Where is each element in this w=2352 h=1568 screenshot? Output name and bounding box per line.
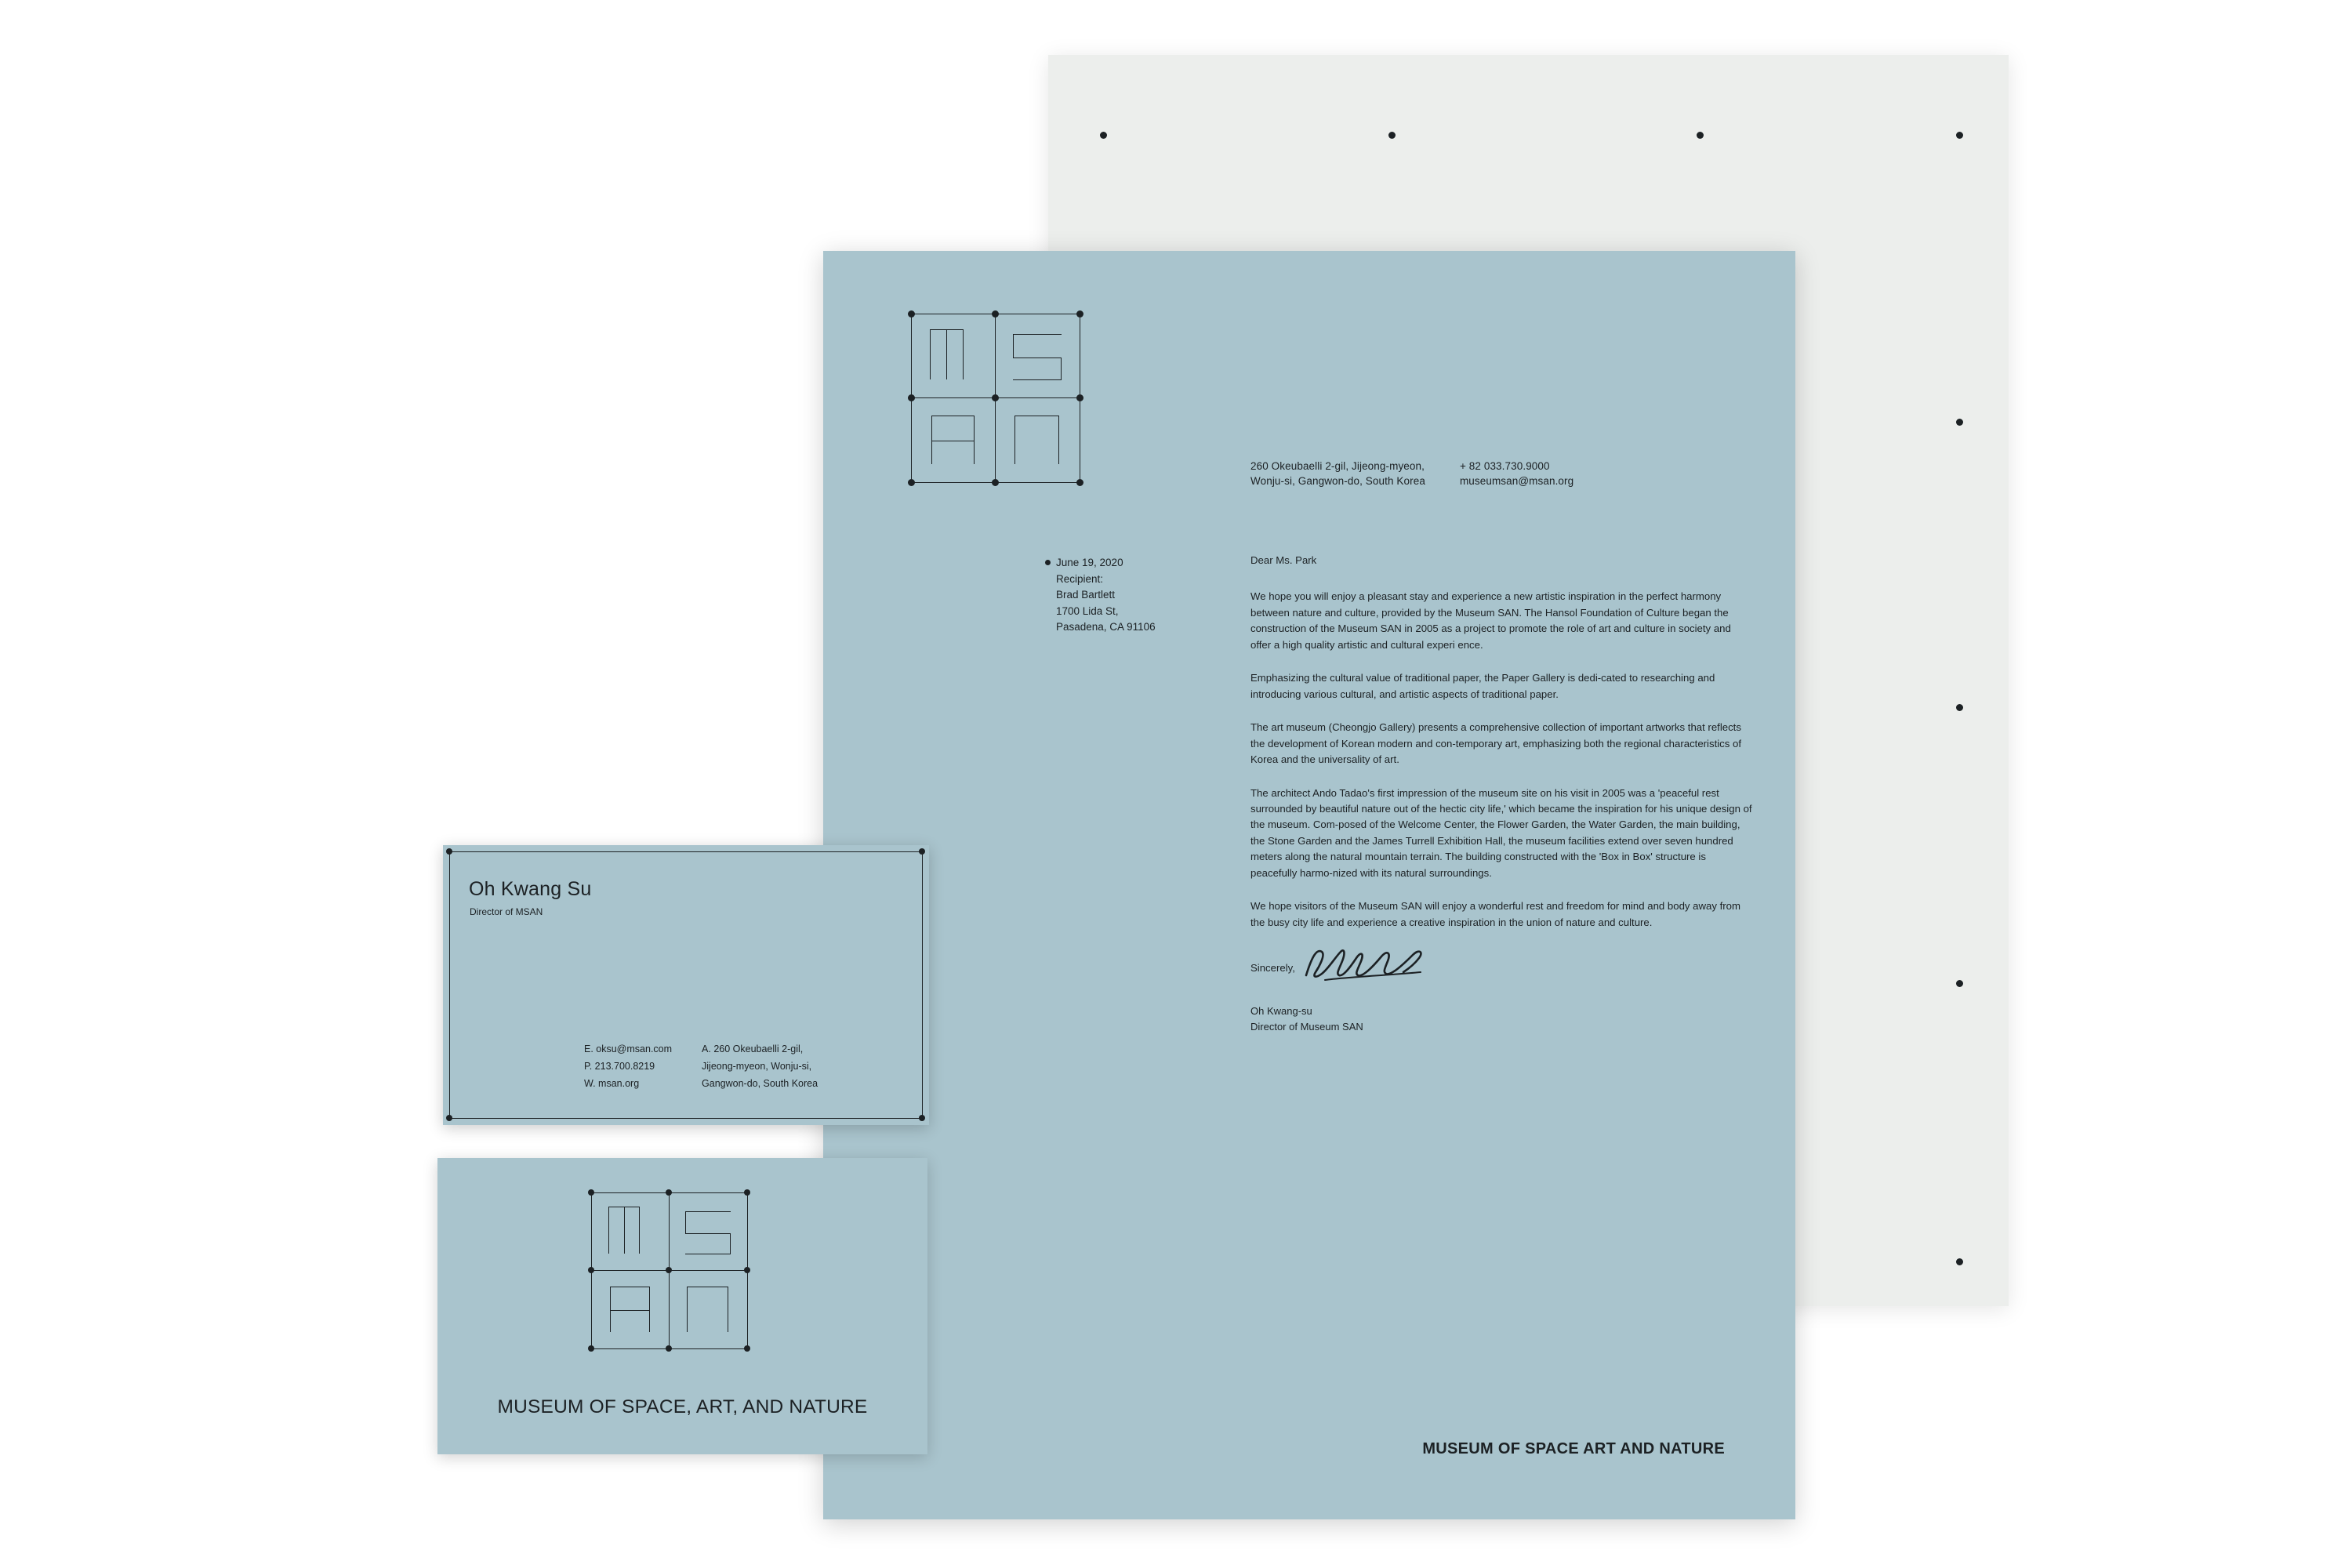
card-corner-dot bbox=[446, 1115, 452, 1121]
letter-salutation: Dear Ms. Park bbox=[1250, 554, 1317, 566]
card-border-right bbox=[922, 851, 923, 1119]
card-phone: P. 213.700.8219 bbox=[584, 1060, 655, 1072]
sheet-dot bbox=[1956, 1258, 1963, 1265]
address-line-1: 260 Okeubaelli 2-gil, Jijeong-myeon, bbox=[1250, 460, 1425, 472]
letter-paragraph-5: We hope visitors of the Museum SAN will enjoy a wonderful rest and freedom for mind and body away from the busy city life and experience a creative inspiration in the union of nature and culture. bbox=[1250, 900, 1740, 928]
signature-icon bbox=[1301, 941, 1443, 988]
card-border-bottom bbox=[449, 1118, 923, 1119]
sheet-dot bbox=[1388, 132, 1396, 139]
letter-paragraph-2: Emphasizing the cultural value of traditional paper, the Paper Gallery is dedi-cated to researching and introducing various cultural, and artistic aspects of traditional paper. bbox=[1250, 672, 1715, 700]
letter-footer-brand: MUSEUM OF SPACE ART AND NATURE bbox=[1422, 1440, 1725, 1457]
card-holder-role: Director of MSAN bbox=[470, 906, 543, 917]
card-corner-dot bbox=[919, 1115, 925, 1121]
sheet-dot bbox=[1956, 419, 1963, 426]
card-address-line-2: Jijeong-myeon, Wonju-si, bbox=[702, 1060, 812, 1072]
business-card bbox=[443, 845, 929, 1125]
letter-paragraph-4: The architect Ando Tadao's first impression of the museum site on his visit in 2005 was a 'peaceful rest surrounded by beautiful nature out of the hectic city life,' which became the inspiration for his unique design of the museum. Com-posed of the Welcome Center, the Flower Garden, the Water Garden, the main building, the Stone Garden and the James Turrell Exhibition Hall, the museum facilities extend over seven hundred meters along the natural mountain terrain. The building constructed with the 'Box in Box' structure is peacefully harmo-nized with its natural surroundings. bbox=[1250, 786, 1752, 879]
email-address: museumsan@msan.org bbox=[1459, 475, 1574, 488]
phone-number: + 82 033.730.9000 bbox=[1459, 460, 1550, 472]
card-corner-dot bbox=[446, 848, 452, 855]
card-contact-left bbox=[584, 1041, 672, 1093]
letter-paragraph-3: The art museum (Cheongjo Gallery) presents a comprehensive collection of important artworks that reflects the development of Korean modern and con-temporary art, emphasizing both the regional characteristics of Korea and the universality of art. bbox=[1250, 721, 1742, 766]
msan-logo-icon bbox=[591, 1192, 748, 1349]
msan-logo-icon bbox=[911, 314, 1080, 483]
letterhead-document bbox=[823, 251, 1795, 1519]
brand-card-title: MUSEUM OF SPACE, ART, AND NATURE bbox=[497, 1396, 868, 1417]
address-line-2: Wonju-si, Gangwon-do, South Korea bbox=[1250, 475, 1425, 488]
card-address-line-1: A. 260 Okeubaelli 2-gil, bbox=[702, 1044, 804, 1054]
letter-signoff: Sincerely, bbox=[1250, 962, 1295, 975]
card-contact-block bbox=[584, 1041, 818, 1093]
recipient-label: Recipient: bbox=[1056, 572, 1104, 585]
letter-paragraph-1: We hope you will enjoy a pleasant stay and experience a new artistic inspiration in the perfect harmony between nature and culture, provided by the Museum SAN. The Hansol Foundation of Culture began the construction of the Museum SAN in 2005 as a project to promote the role of art and culture in society and offer a high quality artistic and cultural experi ence. bbox=[1250, 590, 1731, 651]
letter-body bbox=[1250, 553, 1752, 977]
letter-contact-block bbox=[1250, 459, 1573, 488]
recipient-street: 1700 Lida St, bbox=[1056, 604, 1119, 617]
card-border-top bbox=[449, 851, 923, 852]
sheet-dot bbox=[1956, 980, 1963, 987]
letter-contact-channels bbox=[1460, 459, 1573, 488]
sheet-dot bbox=[1956, 704, 1963, 711]
letter-contact-address bbox=[1250, 459, 1425, 488]
recipient-city: Pasadena, CA 91106 bbox=[1056, 621, 1156, 633]
letter-signer-block bbox=[1250, 1004, 1363, 1034]
sheet-dot bbox=[1697, 132, 1704, 139]
signer-title: Director of Museum SAN bbox=[1250, 1020, 1363, 1033]
sheet-dot bbox=[1100, 132, 1107, 139]
sheet-dot bbox=[1956, 132, 1963, 139]
card-address-line-3: Gangwon-do, South Korea bbox=[702, 1077, 818, 1089]
card-website: W. msan.org bbox=[584, 1077, 640, 1089]
card-email: E. oksu@msan.com bbox=[584, 1044, 673, 1054]
card-corner-dot bbox=[919, 848, 925, 855]
letter-date: June 19, 2020 bbox=[1056, 557, 1123, 568]
card-border-left bbox=[449, 851, 450, 1119]
recipient-name: Brad Bartlett bbox=[1056, 589, 1116, 601]
brand-card bbox=[437, 1158, 927, 1454]
bullet-dot-icon bbox=[1045, 560, 1051, 565]
card-contact-right bbox=[702, 1041, 818, 1093]
letter-date-recipient-block bbox=[1056, 555, 1156, 636]
signer-name: Oh Kwang-su bbox=[1250, 1005, 1312, 1017]
card-holder-name: Oh Kwang Su bbox=[469, 878, 592, 900]
